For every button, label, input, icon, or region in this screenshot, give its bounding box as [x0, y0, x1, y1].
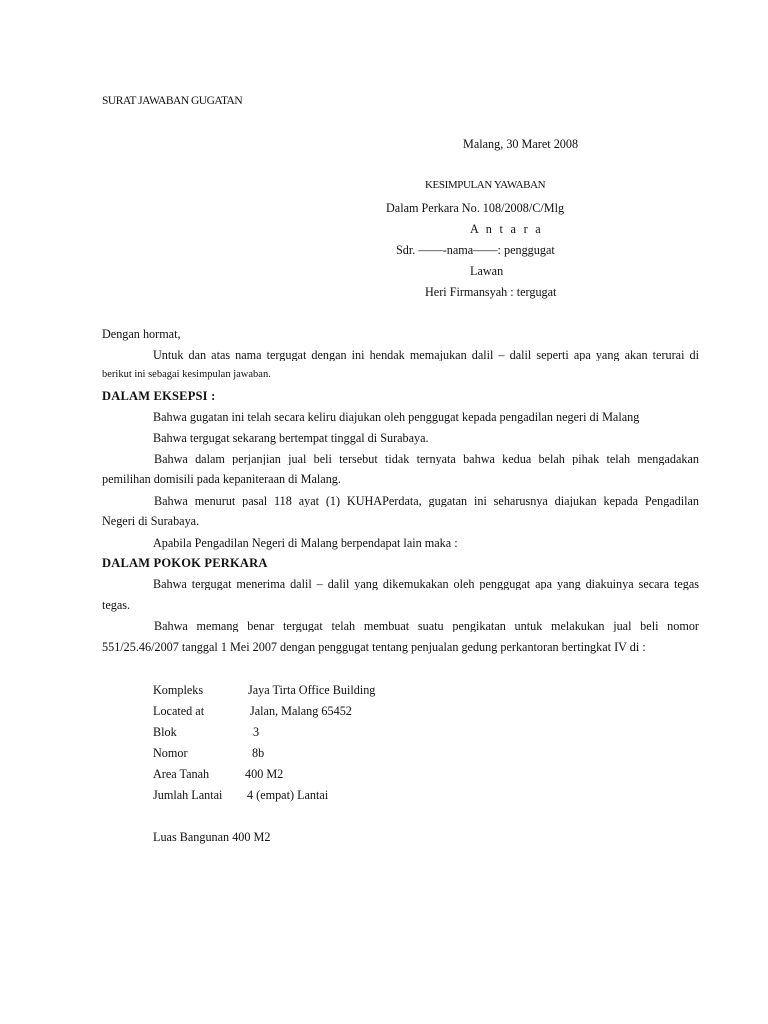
document-title: SURAT JAWABAN GUGATAN — [102, 95, 243, 107]
intro-paragraph — [102, 349, 699, 381]
pokok-perkara-heading: DALAM POKOK PERKARA — [102, 556, 268, 570]
document-subtitle: KESIMPULAN YAWABAN — [425, 179, 546, 191]
property-label: Jumlah Lantai — [153, 788, 223, 802]
eksepsi-point-4-line-1: Bahwa menurut pasal 118 ayat (1) KUHAPerdata, gugatan ini seharusnya diajukan kepada Pengadilan — [154, 495, 699, 508]
property-value: 3 — [253, 725, 260, 739]
pokok-point-1-line-1: Bahwa tergugat menerima dalil – dalil yang dikemukakan oleh penggugat apa yang diakuinya secara tegas — [153, 578, 699, 591]
property-value: 400 M2 — [245, 767, 284, 781]
property-label: Located at — [153, 704, 205, 718]
eksepsi-point-4 — [102, 495, 699, 527]
property-label: Nomor — [153, 746, 188, 760]
intro-line-2: berikut ini sebagai kesimpulan jawaban. — [102, 369, 271, 381]
eksepsi-point-1: Bahwa gugatan ini telah secara keliru diajukan oleh penggugat kepada pengadilan negeri di Malang — [153, 410, 640, 424]
tergugat-line: Heri Firmansyah : tergugat — [425, 285, 557, 299]
penggugat-line: Sdr. ——-nama——: penggugat — [396, 243, 555, 257]
pokok-point-1 — [102, 578, 699, 611]
eksepsi-point-3-line-1: Bahwa dalam perjanjian jual beli tersebut tidak ternyata bahwa kedua belah pihak telah mengadakan — [154, 453, 699, 466]
case-number-line: Dalam Perkara No. 108/2008/C/Mlg — [386, 201, 565, 215]
pokok-point-2 — [102, 620, 699, 653]
lawan-line: Lawan — [470, 264, 504, 278]
luas-bangunan-line: Luas Bangunan 400 M2 — [153, 830, 271, 844]
pokok-point-2-line-2: 551/25.46/2007 tanggal 1 Mei 2007 dengan penggugat tentang penjualan gedung perkantoran bertingkat IV di : — [102, 640, 646, 655]
salutation: Dengan hormat, — [102, 327, 181, 341]
date-line: Malang, 30 Maret 2008 — [463, 137, 579, 151]
property-value: 8b — [252, 746, 265, 760]
eksepsi-point-3-line-2: pemilihan domisili pada kepaniteraan di Malang. — [102, 472, 341, 487]
eksepsi-point-5: Apabila Pengadilan Negeri di Malang berpendapat lain maka : — [153, 536, 458, 550]
pokok-point-1-line-2: tegas. — [102, 598, 131, 613]
pokok-point-2-line-1: Bahwa memang benar tergugat telah membuat suatu pengikatan untuk melakukan jual beli nomor — [154, 620, 699, 633]
intro-line-1: Untuk dan atas nama tergugat dengan ini hendak memajukan dalil – dalil seperti apa yang akan terurai di — [153, 349, 699, 362]
property-label: Kompleks — [153, 683, 204, 697]
eksepsi-point-2: Bahwa tergugat sekarang bertempat tinggal di Surabaya. — [153, 431, 429, 445]
eksepsi-heading: DALAM EKSEPSI : — [102, 389, 216, 403]
property-value: 4 (empat) Lantai — [247, 788, 329, 802]
property-value: Jalan, Malang 65452 — [250, 704, 352, 718]
property-label: Blok — [153, 725, 177, 739]
eksepsi-point-4-line-2: Negeri di Surabaya. — [102, 514, 200, 529]
property-value: Jaya Tirta Office Building — [248, 683, 376, 697]
antara-line: A n t a r a — [470, 222, 544, 236]
property-label: Area Tanah — [153, 767, 210, 781]
eksepsi-point-3 — [102, 453, 699, 485]
